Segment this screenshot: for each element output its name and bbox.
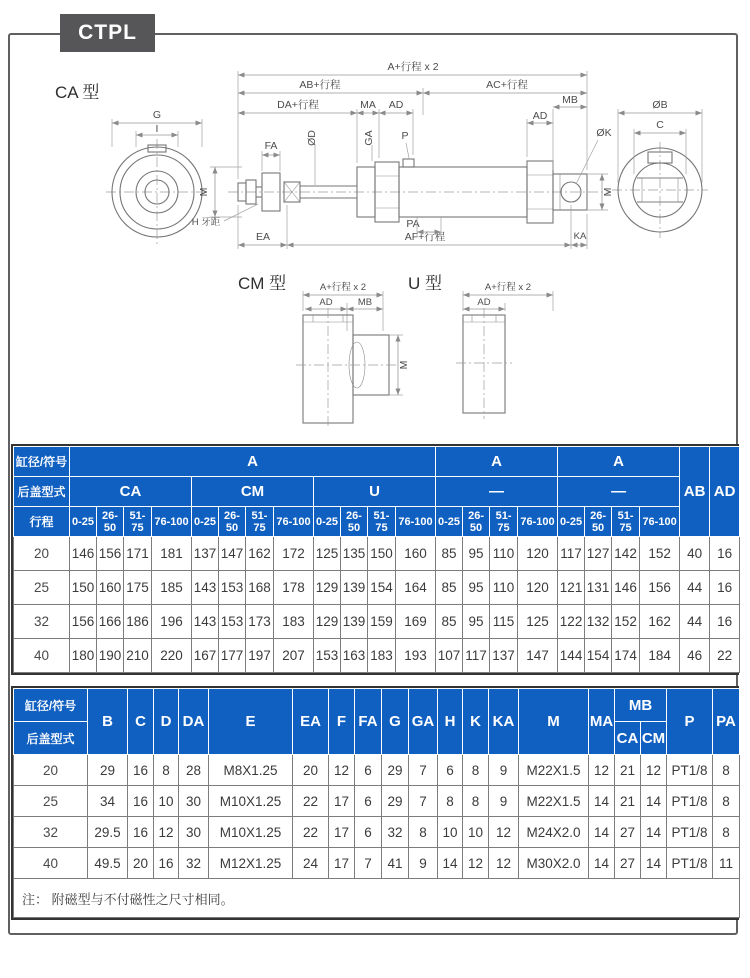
- table1-symbol-a-1: A: [70, 447, 436, 477]
- stroke-dimension-table: [11, 444, 739, 675]
- table2-cell: 17: [329, 786, 355, 817]
- table1-cell: 147: [219, 537, 246, 571]
- table2-cell: 21: [615, 786, 641, 817]
- table2-cell: 32: [382, 817, 409, 848]
- table2-cell: 12: [641, 755, 667, 786]
- table2-cell: 17: [329, 848, 355, 879]
- dim-label-u-a: A+行程 x 2: [484, 282, 532, 293]
- table1-corner-stroke: 行程: [14, 507, 70, 537]
- table2-mb-sub-cm: CM: [641, 722, 667, 755]
- table1-cell: 131: [585, 571, 612, 605]
- table1-cell: 152: [640, 537, 680, 571]
- table2-header-ga: GA: [409, 689, 438, 755]
- table1-cell: 150: [368, 537, 396, 571]
- table2-cell: 14: [641, 817, 667, 848]
- table1-cell: 166: [97, 605, 124, 639]
- dim-label-m-side: M: [602, 187, 614, 197]
- table2-cell: 12: [589, 755, 615, 786]
- table1-cell: 190: [97, 639, 124, 673]
- dim-label-ma: MA: [360, 99, 376, 111]
- table1-ad-cell: 16: [710, 571, 740, 605]
- table2-cell: 16: [128, 786, 154, 817]
- table1-cell: 153: [314, 639, 341, 673]
- table1-cell: 85: [436, 571, 463, 605]
- table1-group-u: U: [314, 477, 436, 507]
- table2-cell: 21: [615, 755, 641, 786]
- dim-label-ka: KA: [573, 231, 587, 242]
- table2-cell: 28: [179, 755, 209, 786]
- table1-cell: 95: [463, 571, 490, 605]
- table2-cell: 12: [154, 817, 179, 848]
- table1-cell: 110: [490, 537, 518, 571]
- table1-ab-cell: 40: [680, 537, 710, 571]
- stroke-range-header: 76-100: [274, 507, 314, 537]
- stroke-range-header: 76-100: [518, 507, 558, 537]
- table2-cell: 7: [355, 848, 382, 879]
- table1-cell: 146: [70, 537, 97, 571]
- dim-label-p: P: [401, 130, 409, 142]
- stroke-range-header: 51-75: [490, 507, 518, 537]
- table1-cell: 167: [192, 639, 219, 673]
- table2-cell: 16: [128, 817, 154, 848]
- table2-header-da: DA: [179, 689, 209, 755]
- table2-cell: 29: [382, 755, 409, 786]
- table1-symbol-a-3: A: [558, 447, 680, 477]
- table2-header-d: D: [154, 689, 179, 755]
- cm-type-view: [238, 274, 410, 429]
- bore-cell: 40: [14, 848, 88, 879]
- table2-cell: 29: [88, 755, 128, 786]
- dim-label-u-ad: AD: [477, 297, 491, 308]
- table1-cell: 172: [274, 537, 314, 571]
- table1-cell: 143: [192, 571, 219, 605]
- stroke-range-header: 0-25: [70, 507, 97, 537]
- table1-row: [14, 639, 740, 673]
- stroke-range-header: 51-75: [124, 507, 152, 537]
- table1-cell: 174: [612, 639, 640, 673]
- table2-cell: M10X1.25: [209, 817, 293, 848]
- dim-label-ga: GA: [363, 130, 375, 146]
- table2-cell: M10X1.25: [209, 786, 293, 817]
- table1-cell: 156: [97, 537, 124, 571]
- table1-header-ab: AB: [680, 447, 710, 537]
- table2-cell: 7: [409, 786, 438, 817]
- table2-header-g: G: [382, 689, 409, 755]
- table1-cell: 186: [124, 605, 152, 639]
- table1-cell: 85: [436, 605, 463, 639]
- dim-label-ac-stroke: AC+行程: [486, 79, 528, 91]
- table2-cell: 22: [293, 786, 329, 817]
- table1-cell: 110: [490, 571, 518, 605]
- dim-label-od: ØD: [306, 130, 318, 146]
- dim-label-ab-stroke: AB+行程: [299, 79, 341, 91]
- table2-cell: 22: [293, 817, 329, 848]
- table2-cell: 6: [355, 755, 382, 786]
- table1-cell: 129: [314, 605, 341, 639]
- table2-cell: 12: [489, 848, 519, 879]
- table1-cell: 160: [97, 571, 124, 605]
- u-type-view: [408, 274, 553, 419]
- table2-cell: 14: [589, 817, 615, 848]
- table2-cell: 6: [438, 755, 463, 786]
- stroke-range-header: 26-50: [463, 507, 490, 537]
- table2-header-mb: MB: [615, 689, 667, 722]
- table2-cell: 9: [409, 848, 438, 879]
- table2-row: [14, 817, 740, 848]
- table1-cell: 210: [124, 639, 152, 673]
- dim-label-cm-a: A+行程 x 2: [319, 282, 367, 293]
- table2-cell: 12: [489, 817, 519, 848]
- table1-ab-cell: 44: [680, 605, 710, 639]
- table2-cell: 8: [463, 786, 489, 817]
- table2-cell: PT1/8: [667, 817, 713, 848]
- dim-label-ea: EA: [255, 231, 271, 243]
- table1-cell: 156: [70, 605, 97, 639]
- table1-corner-symbol: 缸径/符号: [14, 447, 70, 477]
- table1-cell: 139: [341, 605, 368, 639]
- table2-header-ma: MA: [589, 689, 615, 755]
- table2-cell: M22X1.5: [519, 786, 589, 817]
- table2-cell: 6: [355, 786, 382, 817]
- stroke-range-header: 0-25: [314, 507, 341, 537]
- stroke-range-header: 76-100: [152, 507, 192, 537]
- table1-corner-covertype: 后盖型式: [14, 477, 70, 507]
- table2-cell: M30X2.0: [519, 848, 589, 879]
- table2-cell: 32: [179, 848, 209, 879]
- table1-cell: 164: [396, 571, 436, 605]
- table1-cell: 173: [246, 605, 274, 639]
- table1-cell: 207: [274, 639, 314, 673]
- table1-ad-cell: 16: [710, 605, 740, 639]
- table2-cell: 12: [463, 848, 489, 879]
- table2-cell: 14: [438, 848, 463, 879]
- table1-cell: 185: [152, 571, 192, 605]
- table2-header-ka: KA: [489, 689, 519, 755]
- table1-cell: 180: [70, 639, 97, 673]
- table2-cell: 14: [641, 848, 667, 879]
- table2-cell: 27: [615, 848, 641, 879]
- table1-cell: 159: [368, 605, 396, 639]
- table2-header-e: E: [209, 689, 293, 755]
- table2-cell: 9: [489, 755, 519, 786]
- table2-cell: 6: [355, 817, 382, 848]
- dim-label-af-stroke: AF+行程: [404, 231, 446, 243]
- table2-cell: 10: [438, 817, 463, 848]
- table1-cell: 117: [558, 537, 585, 571]
- table2-cell: 14: [589, 848, 615, 879]
- table2-row: [14, 786, 740, 817]
- table1-cell: 220: [152, 639, 192, 673]
- table1-cell: 183: [368, 639, 396, 673]
- dim-label-m-rod: M: [198, 187, 210, 197]
- table1-header-row-3: [14, 507, 740, 537]
- dim-label-ad-left: AD: [388, 99, 404, 111]
- table1-cell: 142: [612, 537, 640, 571]
- table1-symbol-a-2: A: [436, 447, 558, 477]
- table2-mb-sub-ca: CA: [615, 722, 641, 755]
- table1-cell: 153: [219, 605, 246, 639]
- table2-cell: M22X1.5: [519, 755, 589, 786]
- bore-cell: 32: [14, 817, 88, 848]
- table2-header-p: P: [667, 689, 713, 755]
- table2-cell: 10: [463, 817, 489, 848]
- dim-label-fa: FA: [264, 140, 278, 152]
- table1-cell: 127: [585, 537, 612, 571]
- table1-cell: 193: [396, 639, 436, 673]
- table1-cell: 95: [463, 605, 490, 639]
- table1-cell: 120: [518, 571, 558, 605]
- table1-cell: 146: [612, 571, 640, 605]
- table1-cell: 196: [152, 605, 192, 639]
- table1-cell: 107: [436, 639, 463, 673]
- dim-label-i: I: [155, 123, 159, 135]
- table2-row: [14, 755, 740, 786]
- table1-group-cm: CM: [192, 477, 314, 507]
- table2-cell: 24: [293, 848, 329, 879]
- table1-cell: 120: [518, 537, 558, 571]
- table1-cell: 150: [70, 571, 97, 605]
- table1-cell: 125: [518, 605, 558, 639]
- bore-cell: 40: [14, 639, 70, 673]
- table2-cell: 14: [589, 786, 615, 817]
- table1-cell: 115: [490, 605, 518, 639]
- table1-cell: 184: [640, 639, 680, 673]
- table1-cell: 147: [518, 639, 558, 673]
- table1-cell: 181: [152, 537, 192, 571]
- table1-header-row-2: [14, 477, 740, 507]
- table1-cell: 168: [246, 571, 274, 605]
- dim-label-a-stroke: A+行程 x 2: [387, 61, 439, 73]
- table1-cell: 121: [558, 571, 585, 605]
- dim-label-ok: ØK: [596, 127, 612, 139]
- table2-cell: 10: [154, 786, 179, 817]
- type-label-u: U 型: [408, 274, 442, 293]
- stroke-range-header: 51-75: [368, 507, 396, 537]
- table2-cell: 29.5: [88, 817, 128, 848]
- table1-row: [14, 537, 740, 571]
- table2-cell: 30: [179, 786, 209, 817]
- table2-cell: 27: [615, 817, 641, 848]
- table1-cell: 125: [314, 537, 341, 571]
- dim-label-g: G: [152, 109, 162, 121]
- table2-cell: 41: [382, 848, 409, 879]
- table2-header-m: M: [519, 689, 589, 755]
- dim-label-mb: MB: [562, 94, 578, 106]
- dim-label-h-thread: H 牙距: [191, 217, 221, 228]
- table2-header-fa: FA: [355, 689, 382, 755]
- table2-cell: 20: [293, 755, 329, 786]
- table2-cell: 11: [713, 848, 740, 879]
- table1-cell: 117: [463, 639, 490, 673]
- table1-header-row-1: [14, 447, 740, 477]
- dim-label-ob: ØB: [652, 99, 668, 111]
- table1-cell: 156: [640, 571, 680, 605]
- table1-ad-cell: 16: [710, 537, 740, 571]
- dim-label-da-stroke: DA+行程: [277, 99, 319, 111]
- table2-cell: 14: [641, 786, 667, 817]
- table2-cell: 12: [329, 755, 355, 786]
- table2-row: [14, 848, 740, 879]
- table2-header-k: K: [463, 689, 489, 755]
- stroke-range-header: 76-100: [396, 507, 436, 537]
- stroke-range-header: 51-75: [246, 507, 274, 537]
- table1-header-ad: AD: [710, 447, 740, 537]
- table1-group-dash-1: —: [436, 477, 558, 507]
- table1-cell: 85: [436, 537, 463, 571]
- type-label-cm: CM 型: [238, 274, 287, 293]
- detail-dimension-table: [11, 686, 739, 920]
- table1-cell: 178: [274, 571, 314, 605]
- stroke-range-header: 0-25: [558, 507, 585, 537]
- stroke-range-header: 0-25: [192, 507, 219, 537]
- table2-header-c: C: [128, 689, 154, 755]
- stroke-range-header: 51-75: [612, 507, 640, 537]
- table1-ad-cell: 22: [710, 639, 740, 673]
- table1-cell: 160: [396, 537, 436, 571]
- table1-cell: 153: [219, 571, 246, 605]
- table2-cell: 8: [154, 755, 179, 786]
- table2-cell: PT1/8: [667, 786, 713, 817]
- table1-cell: 132: [585, 605, 612, 639]
- table1-cell: 154: [585, 639, 612, 673]
- table1-cell: 144: [558, 639, 585, 673]
- table1-cell: 143: [192, 605, 219, 639]
- table2-cell: 16: [154, 848, 179, 879]
- right-end-view: [612, 99, 708, 238]
- table2-header-b: B: [88, 689, 128, 755]
- stroke-range-header: 26-50: [97, 507, 124, 537]
- bore-cell: 32: [14, 605, 70, 639]
- table2-cell: M24X2.0: [519, 817, 589, 848]
- table2-header-h: H: [438, 689, 463, 755]
- table1-cell: 162: [640, 605, 680, 639]
- table1-row: [14, 571, 740, 605]
- dim-label-pa: PA: [406, 218, 420, 230]
- table2-cell: 30: [179, 817, 209, 848]
- table2-cell: 8: [463, 755, 489, 786]
- table1-cell: 177: [219, 639, 246, 673]
- table1-group-dash-2: —: [558, 477, 680, 507]
- table1-cell: 152: [612, 605, 640, 639]
- table2-corner-covertype: 后盖型式: [14, 722, 88, 755]
- table1-cell: 197: [246, 639, 274, 673]
- table1-cell: 183: [274, 605, 314, 639]
- table2-cell: 7: [409, 755, 438, 786]
- stroke-range-header: 26-50: [219, 507, 246, 537]
- table2-corner-symbol: 缸径/符号: [14, 689, 88, 722]
- dim-label-c: C: [656, 119, 664, 131]
- table1-cell: 162: [246, 537, 274, 571]
- table1-cell: 137: [490, 639, 518, 673]
- type-label-ca: CA 型: [55, 83, 100, 102]
- stroke-range-header: 26-50: [585, 507, 612, 537]
- table2-header-pa: PA: [713, 689, 740, 755]
- bore-cell: 20: [14, 755, 88, 786]
- bore-cell: 25: [14, 786, 88, 817]
- table1-cell: 95: [463, 537, 490, 571]
- table2-cell: 8: [409, 817, 438, 848]
- bore-cell: 20: [14, 537, 70, 571]
- stroke-range-header: 26-50: [341, 507, 368, 537]
- side-view-dimensions: [192, 60, 614, 249]
- table2-cell: 8: [713, 786, 740, 817]
- table2-cell: 16: [128, 755, 154, 786]
- table1-row: [14, 605, 740, 639]
- dim-label-ad-right: AD: [532, 110, 548, 122]
- table1-cell: 122: [558, 605, 585, 639]
- table2-cell: 49.5: [88, 848, 128, 879]
- table2-cell: 8: [438, 786, 463, 817]
- series-badge: CTPL: [60, 14, 155, 52]
- table2-header-f: F: [329, 689, 355, 755]
- table1-cell: 135: [341, 537, 368, 571]
- table1-cell: 137: [192, 537, 219, 571]
- table2-header-ea: EA: [293, 689, 329, 755]
- table1-cell: 175: [124, 571, 152, 605]
- table2-cell: 34: [88, 786, 128, 817]
- table1-cell: 169: [396, 605, 436, 639]
- stroke-range-header: 76-100: [640, 507, 680, 537]
- table2-cell: 8: [713, 817, 740, 848]
- table1-ab-cell: 44: [680, 571, 710, 605]
- table2-cell: 20: [128, 848, 154, 879]
- dim-label-cm-ad: AD: [319, 297, 333, 308]
- dim-label-cm-m: M: [398, 360, 410, 370]
- table1-group-ca: CA: [70, 477, 192, 507]
- table2-note-row: [14, 879, 740, 918]
- table2-cell: M12X1.25: [209, 848, 293, 879]
- bore-cell: 25: [14, 571, 70, 605]
- table2-header-row-1: [14, 689, 740, 722]
- table1-cell: 139: [341, 571, 368, 605]
- dim-label-cm-mb: MB: [357, 297, 373, 308]
- stroke-range-header: 0-25: [436, 507, 463, 537]
- table2-cell: M8X1.25: [209, 755, 293, 786]
- table1-cell: 163: [341, 639, 368, 673]
- table1-cell: 154: [368, 571, 396, 605]
- table1-cell: 129: [314, 571, 341, 605]
- table2-cell: 17: [329, 817, 355, 848]
- table-footnote: 注： 附磁型与不付磁性之尺寸相同。: [14, 879, 740, 918]
- table2-cell: PT1/8: [667, 755, 713, 786]
- table2-cell: 29: [382, 786, 409, 817]
- table1-ab-cell: 46: [680, 639, 710, 673]
- technical-drawing: [10, 55, 740, 435]
- table1-cell: 171: [124, 537, 152, 571]
- table2-cell: PT1/8: [667, 848, 713, 879]
- table2-cell: 9: [489, 786, 519, 817]
- table2-cell: 8: [713, 755, 740, 786]
